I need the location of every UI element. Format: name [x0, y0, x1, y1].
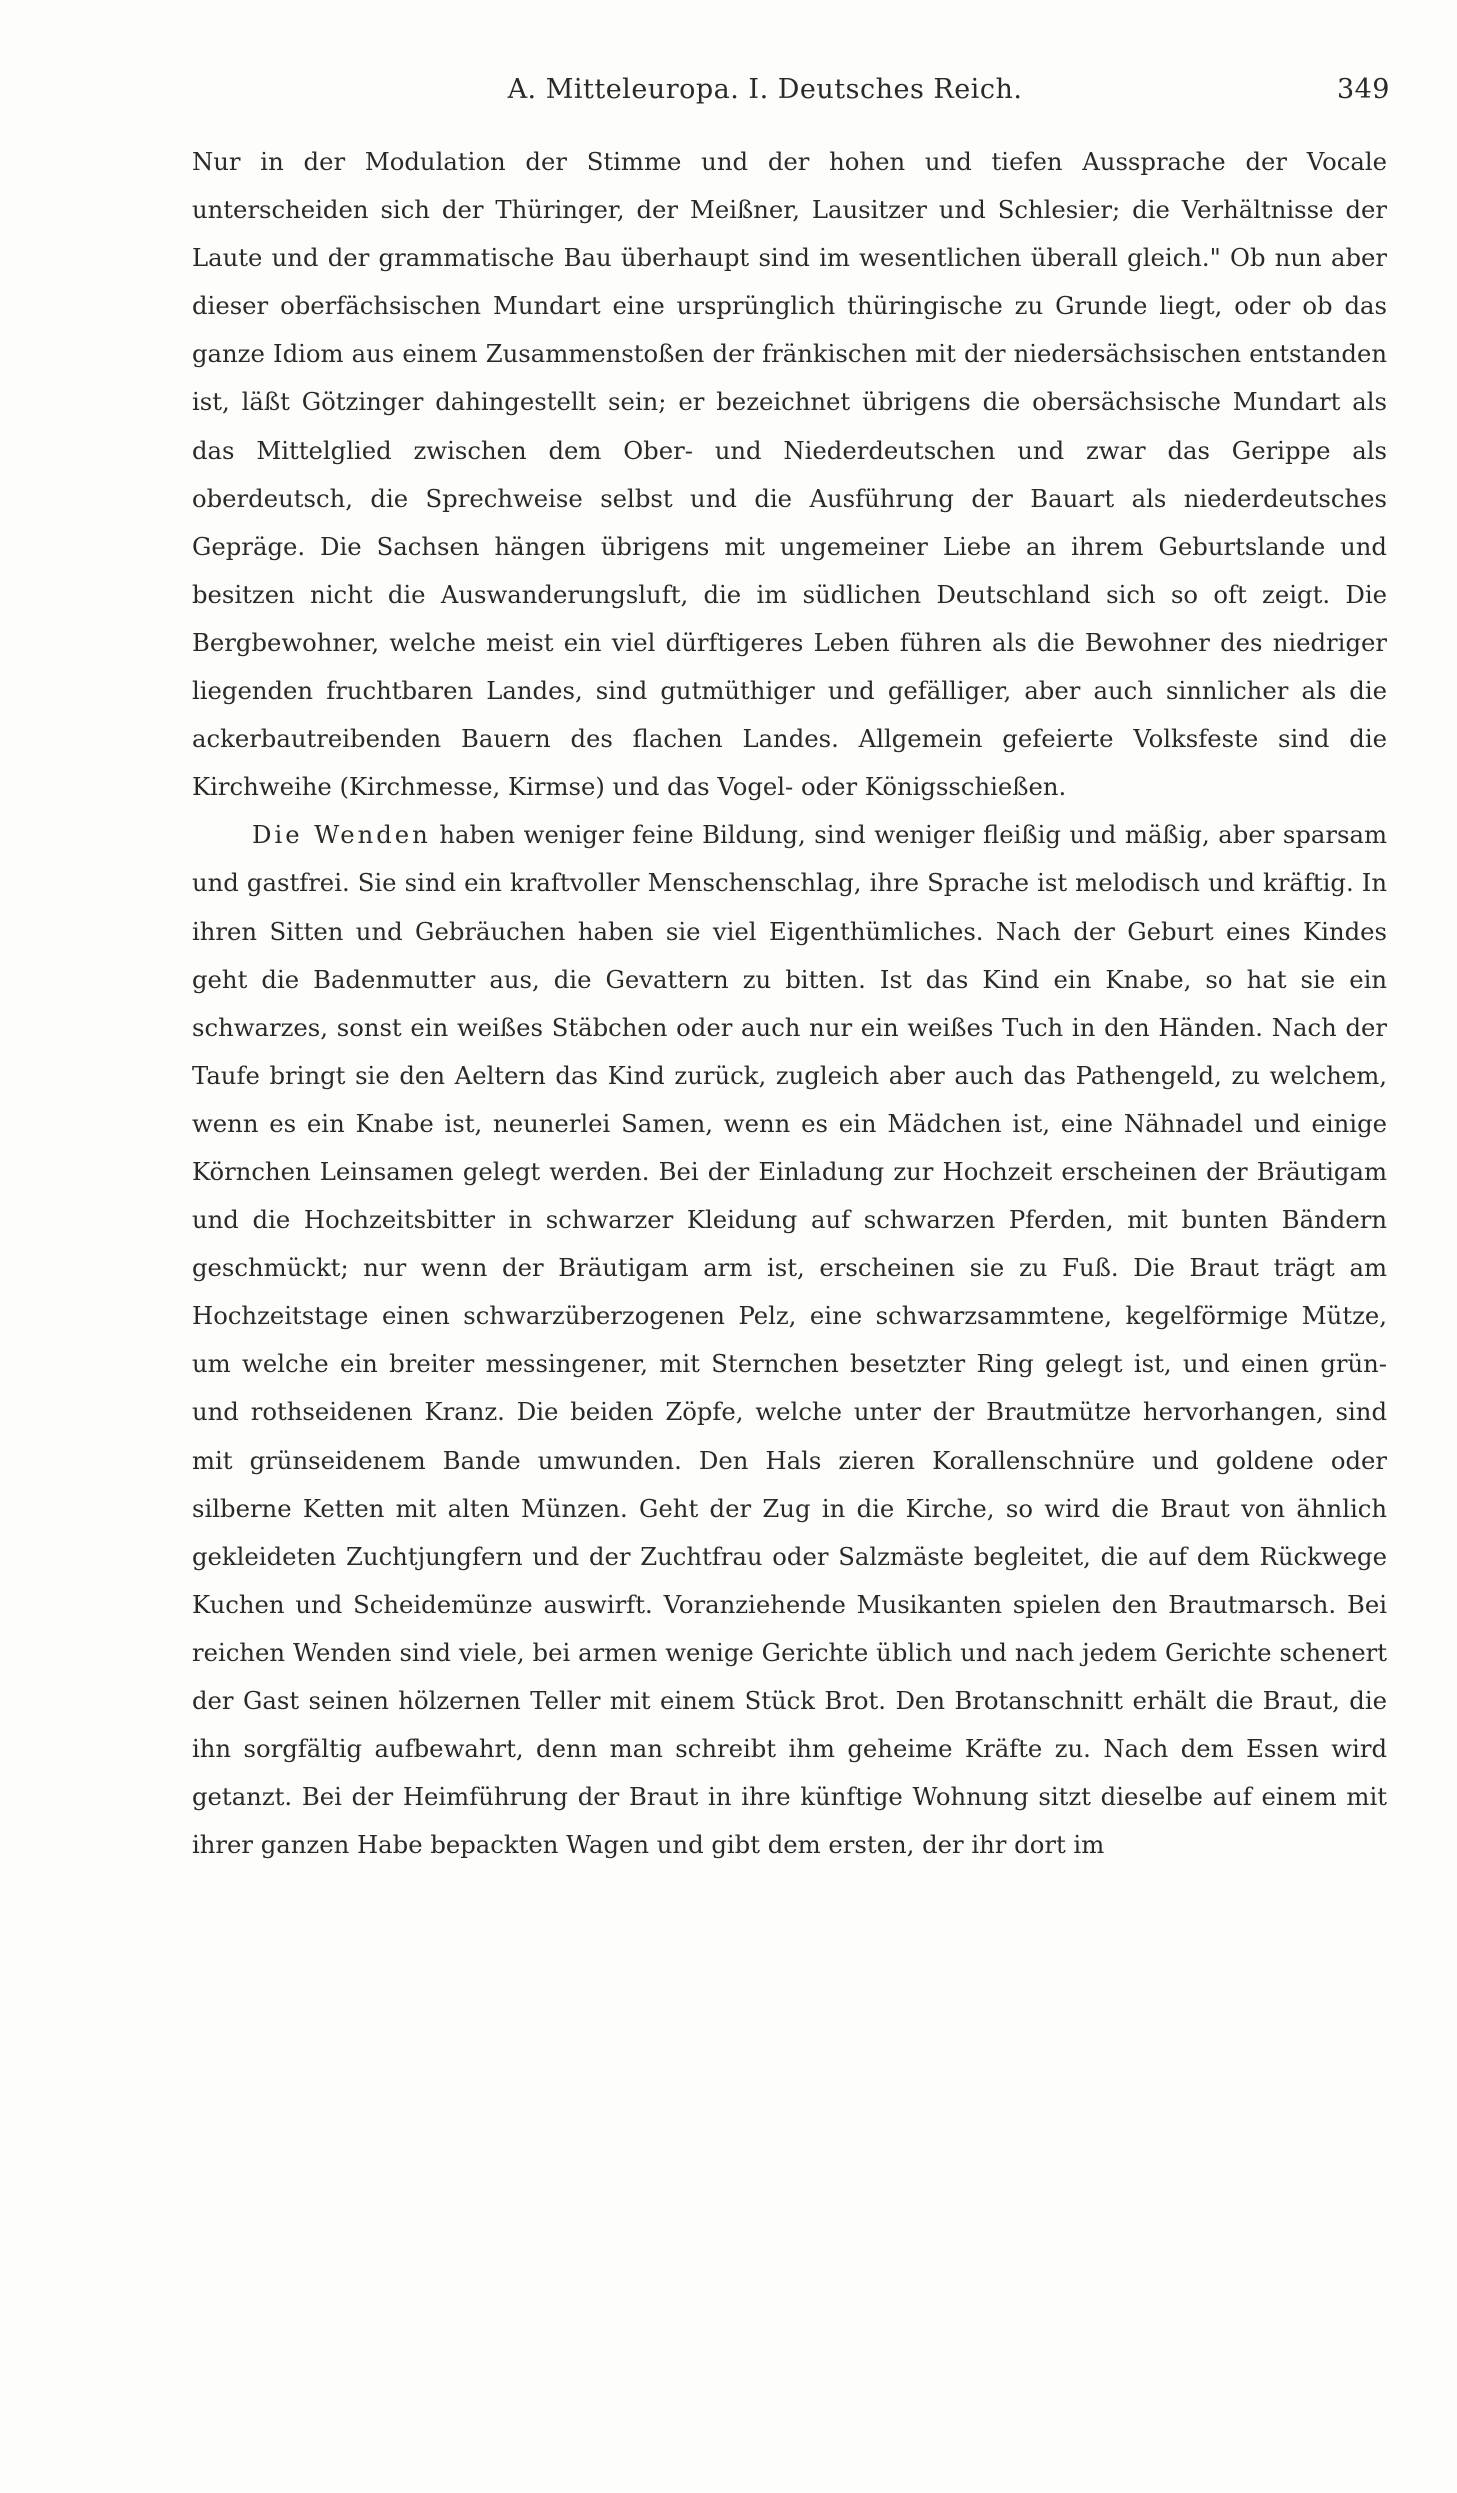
- running-head-title: A. Mitteleuropa. I. Deutsches Reich.: [507, 74, 1023, 105]
- page-number: 349: [1336, 74, 1390, 105]
- paragraph-wends: [192, 811, 1387, 1869]
- running-head: [140, 74, 1390, 114]
- body-text: [192, 138, 1387, 1869]
- paragraph-lead-wends: Die Wenden: [252, 820, 431, 850]
- paragraph-wends-text: haben weniger feine Bildung, sind weniger fleißig und mäßig, aber sparsam und gastfrei. Sie sind ein kraftvoller Menschenschlag, ihre Sprache ist melodisch und kräftig. In ihren Sitten und Gebräuchen haben sie viel Eigenthümliches. Nach der Geburt eines Kindes geht die Badenmutter aus, die Gevattern zu bitten. Ist das Kind ein Knabe, so hat sie ein schwarzes, sonst ein weißes Stäbchen oder auch nur ein weißes Tuch in den Händen. Nach der Taufe bringt sie den Aeltern das Kind zurück, zugleich aber auch das Pathengeld, zu welchem, wenn es ein Knabe ist, neunerlei Samen, wenn es ein Mädchen ist, eine Nähnadel und einige Körnchen Leinsamen gelegt werden. Bei der Einladung zur Hochzeit erscheinen der Bräutigam und die Hochzeitsbitter in schwarzer Kleidung auf schwarzen Pferden, mit bunten Bändern geschmückt; nur wenn der Bräutigam arm ist, erscheinen sie zu Fuß. Die Braut trägt am Hochzeitstage einen schwarzüberzogenen Pelz, eine schwarzsammtene, kegelförmige Mütze, um welche ein breiter messingener, mit Sternchen besetzter Ring gelegt ist, und einen grün- und rothseidenen Kranz. Die beiden Zöpfe, welche unter der Brautmütze hervorhangen, sind mit grünseidenem Bande umwunden. Den Hals zieren Korallenschnüre und goldene oder silberne Ketten mit alten Münzen. Geht der Zug in die Kirche, so wird die Braut von ähnlich gekleideten Zuchtjungfern und der Zuchtfrau oder Salzmäste begleitet, die auf dem Rückwege Kuchen und Scheidemünze auswirft. Voranziehende Musikanten spielen den Brautmarsch. Bei reichen Wenden sind viele, bei armen wenige Gerichte üblich und nach jedem Gerichte schenert der Gast seinen hölzernen Teller mit einem Stück Brot. Den Brotanschnitt erhält die Braut, die ihn sorgfältig aufbewahrt, denn man schreibt ihm geheime Kräfte zu. Nach dem Essen wird getanzt. Bei der Heimführung der Braut in ihre künftige Wohnung sitzt dieselbe auf einem mit ihrer ganzen Habe bepackten Wagen und gibt dem ersten, der ihr dort im: [192, 820, 1388, 1860]
- paragraph-saxons: Nur in der Modulation der Stimme und der hohen und tiefen Aussprache der Vocale unterscheiden sich der Thüringer, der Meißner, Lausitzer und Schlesier; die Verhältnisse der Laute und der grammatische Bau überhaupt sind im wesentlichen überall gleich." Ob nun aber dieser oberfächsischen Mundart eine ursprünglich thüringische zu Grunde liegt, oder ob das ganze Idiom aus einem Zusammenstoßen der fränkischen mit der niedersächsischen entstanden ist, läßt Götzinger dahingestellt sein; er bezeichnet übrigens die obersächsische Mundart als das Mittelglied zwischen dem Ober- und Niederdeutschen und zwar das Gerippe als oberdeutsch, die Sprechweise selbst und die Ausführung der Bauart als niederdeutsches Gepräge. Die Sachsen hängen übrigens mit ungemeiner Liebe an ihrem Geburtslande und besitzen nicht die Auswanderungsluft, die im südlichen Deutschland sich so oft zeigt. Die Bergbewohner, welche meist ein viel dürftigeres Leben führen als die Bewohner des niedriger liegenden fruchtbaren Landes, sind gutmüthiger und gefälliger, aber auch sinnlicher als die ackerbautreibenden Bauern des flachen Landes. Allgemein gefeierte Volksfeste sind die Kirchweihe (Kirchmesse, Kirmse) und das Vogel- oder Königsschießen.: [192, 147, 1387, 802]
